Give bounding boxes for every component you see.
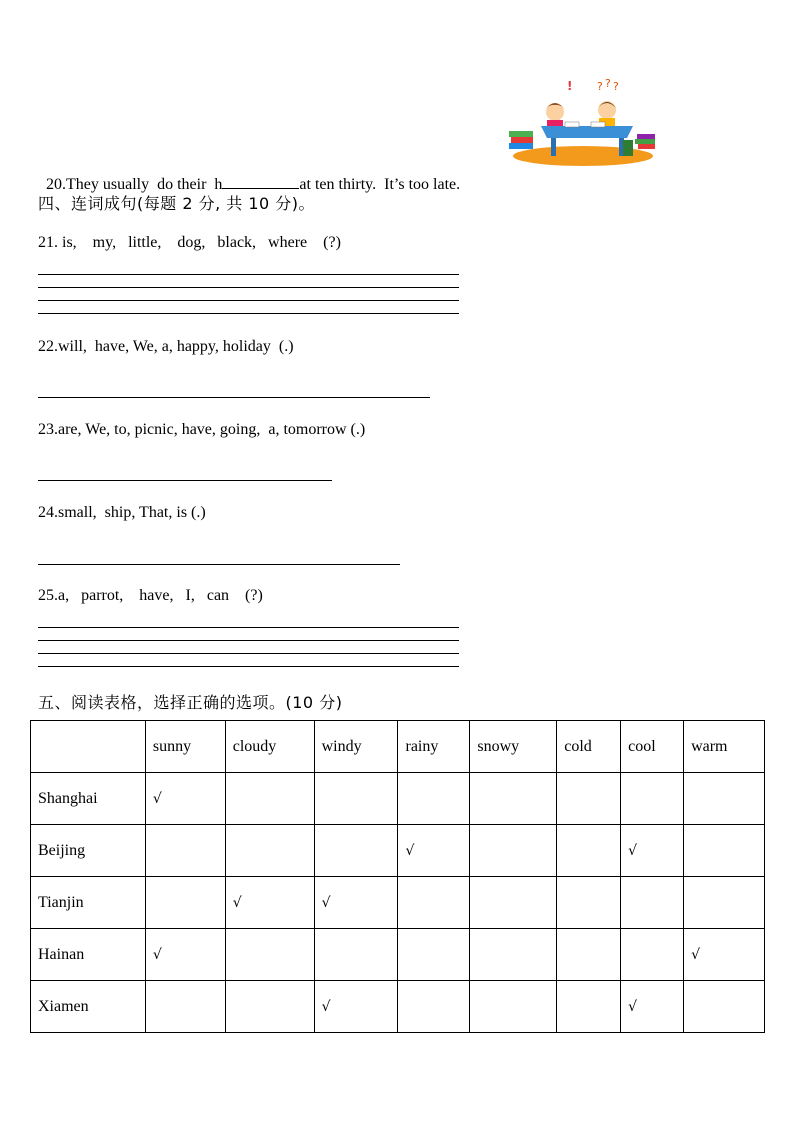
check-cell xyxy=(684,773,765,825)
desk xyxy=(541,126,633,138)
question-23: 23.are, We, to, picnic, have, going, a, tomorrow (.) xyxy=(38,421,366,438)
city-cell: Shanghai xyxy=(31,773,146,825)
city-cell: Beijing xyxy=(31,825,146,877)
check-cell xyxy=(225,773,314,825)
question-25: 25.a, parrot, have, I, can (?) xyxy=(38,587,263,604)
check-cell xyxy=(470,929,557,981)
question-20 xyxy=(38,156,460,194)
table-row xyxy=(31,981,765,1033)
check-cell xyxy=(398,981,470,1033)
check-cell xyxy=(621,929,684,981)
check-cell xyxy=(145,825,225,877)
check-cell xyxy=(470,773,557,825)
svg-text:?: ? xyxy=(605,77,611,90)
table-row xyxy=(31,825,765,877)
header-cell: cool xyxy=(621,721,684,773)
table-row xyxy=(31,929,765,981)
check-cell xyxy=(557,825,621,877)
check-cell xyxy=(398,773,470,825)
check-cell xyxy=(314,929,398,981)
header-cell: cold xyxy=(557,721,621,773)
check-cell: √ xyxy=(621,981,684,1033)
section-5-heading: 五、阅读表格，选择正确的选项。(10 分) xyxy=(38,693,343,712)
svg-text:?: ? xyxy=(597,80,603,93)
check-cell xyxy=(225,825,314,877)
header-cell: rainy xyxy=(398,721,470,773)
check-cell: √ xyxy=(684,929,765,981)
check-cell: √ xyxy=(621,825,684,877)
check-cell xyxy=(398,877,470,929)
answer-line[interactable] xyxy=(38,287,459,288)
answer-line[interactable] xyxy=(38,397,430,398)
question-text-after: at ten thirty. It’s too late. xyxy=(299,176,461,193)
question-text-before: They usually do their h xyxy=(66,176,223,193)
check-cell xyxy=(314,773,398,825)
answer-line[interactable] xyxy=(38,564,400,565)
answer-line[interactable] xyxy=(38,640,459,641)
check-cell xyxy=(470,877,557,929)
section-4-heading: 四、连词成句(每题 2 分, 共 10 分)。 xyxy=(38,194,316,213)
check-cell xyxy=(621,877,684,929)
svg-text:?: ? xyxy=(613,80,619,93)
check-cell: √ xyxy=(145,773,225,825)
check-cell xyxy=(621,773,684,825)
check-cell xyxy=(684,877,765,929)
answer-line[interactable] xyxy=(38,627,459,628)
check-cell xyxy=(314,825,398,877)
header-cell: cloudy xyxy=(225,721,314,773)
check-cell xyxy=(470,981,557,1033)
answer-line[interactable] xyxy=(38,313,459,314)
check-cell xyxy=(557,929,621,981)
question-24: 24.small, ship, That, is (.) xyxy=(38,504,206,521)
answer-line[interactable] xyxy=(38,300,459,301)
header-cell: warm xyxy=(684,721,765,773)
header-cell xyxy=(31,721,146,773)
check-cell: √ xyxy=(225,877,314,929)
check-cell xyxy=(557,981,621,1033)
check-cell xyxy=(398,929,470,981)
check-cell: √ xyxy=(398,825,470,877)
table-row xyxy=(31,773,765,825)
question-21: 21. is, my, little, dog, black, where (?) xyxy=(38,234,341,251)
kids-studying-illustration xyxy=(505,76,660,174)
check-cell: √ xyxy=(314,877,398,929)
header-cell: windy xyxy=(314,721,398,773)
check-cell xyxy=(557,877,621,929)
answer-line[interactable] xyxy=(38,480,332,481)
city-cell: Tianjin xyxy=(31,877,146,929)
check-cell xyxy=(225,929,314,981)
check-cell xyxy=(684,825,765,877)
answer-blank[interactable] xyxy=(222,174,299,189)
answer-line[interactable] xyxy=(38,274,459,275)
table-row xyxy=(31,877,765,929)
svg-text:!: ! xyxy=(567,79,573,93)
question-number: 20. xyxy=(46,176,66,193)
check-cell: √ xyxy=(314,981,398,1033)
answer-line[interactable] xyxy=(38,666,459,667)
city-cell: Xiamen xyxy=(31,981,146,1033)
check-cell xyxy=(145,981,225,1033)
check-cell: √ xyxy=(145,929,225,981)
check-cell xyxy=(470,825,557,877)
question-22: 22.will, have, We, a, happy, holiday (.) xyxy=(38,338,294,355)
city-cell: Hainan xyxy=(31,929,146,981)
check-cell xyxy=(557,773,621,825)
check-cell xyxy=(684,981,765,1033)
header-cell: sunny xyxy=(145,721,225,773)
answer-line[interactable] xyxy=(38,653,459,654)
table-header-row xyxy=(31,721,765,773)
check-cell xyxy=(145,877,225,929)
header-cell: snowy xyxy=(470,721,557,773)
weather-table xyxy=(30,720,765,1033)
check-cell xyxy=(225,981,314,1033)
